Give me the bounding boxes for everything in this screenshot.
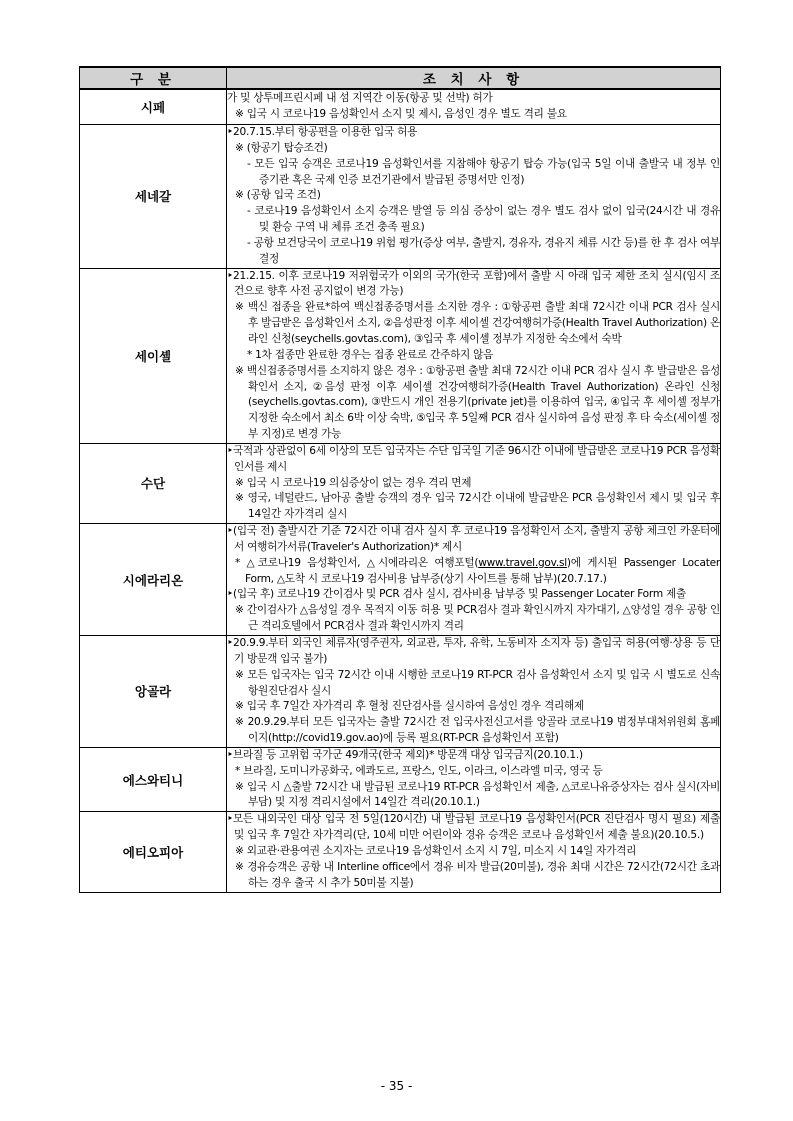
country-name: 에스와티니 bbox=[80, 747, 227, 811]
measure-line: ‣21.2.15. 이후 코로나19 저위험국가 이외의 국가(한국 포함)에서 출발 시 아래 입국 제한 조치 실시(임시 조건으로 향후 사전 공지없이 변경 가능) bbox=[227, 269, 720, 298]
table-row bbox=[80, 268, 721, 443]
note-line: ※ 백신접종증명서를 소지하지 않은 경우 : ①항공편 출발 최대 72시간 이내 PCR 검사 실시 후 발급받은 음성확인서 소지, ②음성 판정 이후 세이셸 건강여행허가증(Health Travel Authorization) 온라인 신청(seychells.govtas.com), ③반드시 개인 전용기(private jet)를 이용하여 입국, ④입국 후 세이셸 정부가 지정한 숙소에서 최소 6박 이상 숙박, ⑤입국 후 5일째 PCR 검사 실시하여 음성 판정 후 타 숙소(세이셸 정부 지정)로 변경 가능 bbox=[235, 364, 721, 441]
table-row bbox=[80, 636, 721, 748]
table-row bbox=[80, 812, 721, 892]
measure-content bbox=[227, 812, 721, 892]
sub-line: - 코로나19 음성확인서 소지 승객은 발열 등 의심 증상이 없는 경우 별도 검사 없이 입국(24시간 내 경유 및 환승 구역 내 체류 조건 충족 필요) bbox=[247, 205, 720, 234]
note-text: )에 게시된 Passenger Locater Form, △도착 시 코로나19 검사비용 납부증(상기 사이트를 통해 납부)(20.7.17.) bbox=[245, 556, 720, 585]
measure-content bbox=[227, 747, 721, 811]
sub-line: * 브라질, 도미니카공화국, 에콰도르, 프랑스, 인도, 이라크, 이스라엘 미국, 영국 등 bbox=[235, 764, 603, 777]
note-line: ※ 백신 접종을 완료*하여 백신접종증명서를 소지한 경우 : ①항공편 출발 최대 72시간 이내 PCR 검사 실시 후 발급받은 음성확인서 소지, ②음성판정 이후 세이셸 건강여행허가증(Health Travel Authorization) 온라인 신청(seychells.govtas.com), ③입국 후 세이셸 정부가 지정한 숙소에서 숙박 bbox=[235, 301, 720, 345]
country-name: 시에라리온 bbox=[80, 524, 227, 636]
measure-content bbox=[227, 89, 721, 125]
note-line: ※ 외교관·관용여권 소지자는 코로나19 음성확인서 소지 시 7일, 미소지 시 14일 자가격리 bbox=[235, 844, 637, 857]
measure-line: 가 및 상투메프린시페 내 섬 지역간 이동(항공 및 선박) 허가 bbox=[227, 92, 493, 105]
note-line: ※ 입국 시 코로나19 의심증상이 없는 경우 격리 면제 bbox=[235, 476, 472, 489]
sub-line: * 1차 접종만 완료한 경우는 접종 완료로 간주하지 않음 bbox=[247, 348, 494, 361]
measure-line: ‣(입국 전) 출발시간 기준 72시간 이내 검사 실시 후 코로나19 음성확인서 소지, 출발지 공항 체크인 카운터에서 여행허가서류(Traveler's Authorization)* 제시 bbox=[227, 525, 720, 553]
note-line: ※ 입국 후 7일간 자가격리 후 혈청 진단검사를 실시하여 음성인 경우 격리해제 bbox=[235, 700, 584, 713]
measure-content bbox=[227, 524, 721, 636]
note-line: ※ 경유승객은 공항 내 Interline office에서 경유 비자 발급(20미불), 경유 최대 시간은 72시간(72시간 초과하는 경우 출국 시 추가 50미불 지불) bbox=[235, 860, 720, 889]
note-line: ※ 입국 시 코로나19 음성확인서 소지 및 제시, 음성인 경우 별도 격리 불요 bbox=[235, 108, 567, 120]
note-line: ※ 20.9.29.부터 모든 입국자는 출발 72시간 전 입국사전신고서를 앙골라 코로나19 범정부대처위원회 홈페이지(http://covid19.gov.ao)에 등록 필요(RT-PCR 음성확인서 포함) bbox=[235, 716, 720, 745]
country-name: 수단 bbox=[80, 443, 227, 523]
measure-content bbox=[227, 443, 721, 523]
table-header-row bbox=[80, 67, 721, 89]
sub-line bbox=[227, 556, 720, 588]
measure-line: ‣20.9.9.부터 외국인 체류자(영주권자, 외교관, 투자, 유학, 노동비자 소지자 등) 출입국 허용(여행·상용 등 단기 방문객 입국 불가) bbox=[227, 637, 720, 665]
note-line: ※ (항공기 탑승조건) bbox=[235, 141, 328, 154]
measure-line: ‣(입국 후) 코로나19 간이검사 및 PCR 검사 실시, 검사비용 납부증 및 Passenger Locater Form 제출 bbox=[227, 588, 686, 601]
measure-line: ‣모든 내외국인 대상 입국 전 5일(120시간) 내 발급된 코로나19 음성확인서(PCR 진단검사 명시 필요) 제출 및 입국 후 7일간 자가격리(단, 10세 미만 어린이와 경유 승객은 코로나 음성확인서 제출 불요)(20.10.5.) bbox=[227, 813, 720, 842]
page-number: - 35 - bbox=[380, 1079, 413, 1093]
measure-line: ‣브라질 등 고위험 국가군 49개국(한국 제외)* 방문객 대상 입국금지(20.10.1.) bbox=[227, 748, 583, 761]
measure-content bbox=[227, 125, 721, 269]
note-line: ※ 입국 시 △출발 72시간 내 발급된 코로나19 RT-PCR 음성확인서 제출, △코로나유증상자는 검사 실시(자비 부담) 및 지정 격리시설에서 14일간 격리(20.10.1.) bbox=[235, 780, 720, 809]
header-measures: 조 치 사 항 bbox=[227, 67, 721, 89]
note-line: ※ 모든 입국자는 입국 72시간 이내 시행한 코로나19 RT-PCR 검사 음성확인서 소지 및 입국 시 별도로 신속항원진단검사 실시 bbox=[235, 668, 720, 697]
table-row bbox=[80, 747, 721, 811]
table-row bbox=[80, 524, 721, 636]
note-line: ※ 영국, 네덜란드, 남아공 출발 승객의 경우 입국 72시간 이내에 발급받은 PCR 음성확인서 제시 및 입국 후 14일간 자가격리 실시 bbox=[235, 492, 720, 521]
table-row bbox=[80, 443, 721, 523]
table-row bbox=[80, 89, 721, 125]
header-category: 구 분 bbox=[80, 67, 227, 89]
measures-table bbox=[79, 66, 721, 893]
note-text: * △코로나19 음성확인서, △시에라리온 여행포털( bbox=[235, 556, 479, 569]
note-line: ※ (공항 입국 조건) bbox=[235, 189, 321, 202]
country-name: 세이셸 bbox=[80, 268, 227, 443]
measure-line: ‣국적과 상관없이 6세 이상의 모든 입국자는 수단 입국일 기준 96시간 이내에 발급받은 코로나19 PCR 음성확인서를 제시 bbox=[227, 444, 720, 473]
sub-line: - 모든 입국 승객은 코로나19 음성확인서를 지참해야 항공기 탑승 가능(입국 5일 이내 출발국 내 정부 인증기관 혹은 국제 인증 보건기관에서 발급된 증명서만 인정) bbox=[247, 157, 720, 186]
measure-content bbox=[227, 268, 721, 443]
sub-line: - 공항 보건당국이 코로나19 위험 평가(증상 여부, 출발지, 경유자, 경유지 체류 시간 등)를 한 후 검사 여부 결정 bbox=[247, 236, 720, 265]
country-name: 에티오피아 bbox=[80, 812, 227, 892]
measure-content bbox=[227, 636, 721, 748]
travel-portal-link[interactable]: www.travel.gov.sl bbox=[478, 556, 567, 569]
country-name: 세네갈 bbox=[80, 125, 227, 269]
country-name: 시페 bbox=[80, 89, 227, 125]
country-name: 앙골라 bbox=[80, 636, 227, 748]
note-line: ※ 간이검사가 △음성일 경우 목적지 이동 허용 및 PCR검사 결과 확인시까지 자가대기, △양성일 경우 공항 인근 격리호텔에서 PCR검사 결과 확인시까지 격리 bbox=[235, 604, 720, 633]
table-row bbox=[80, 125, 721, 269]
measure-line: ‣20.7.15.부터 항공편을 이용한 입국 허용 bbox=[227, 126, 418, 138]
